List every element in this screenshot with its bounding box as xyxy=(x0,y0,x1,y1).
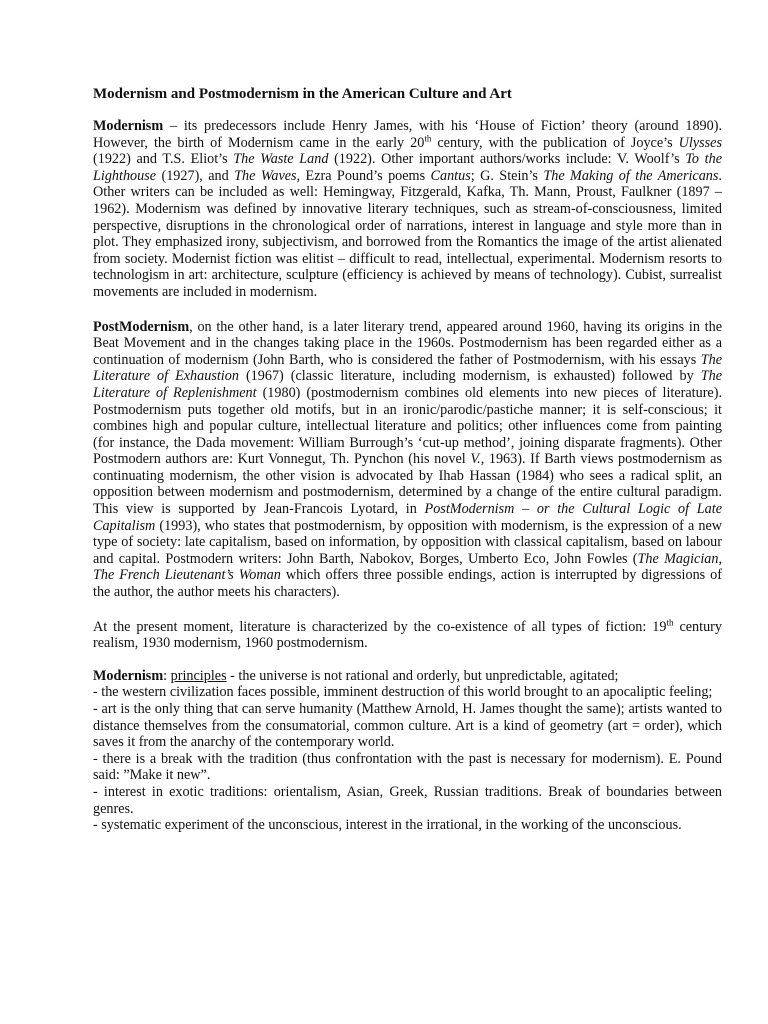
term-postmodernism: PostModernism xyxy=(93,318,190,335)
principles-heading-line: Modernism: principles - the universe is not rational and orderly, but unpredictable, agitated; xyxy=(93,667,619,684)
work-title: The Waves xyxy=(234,167,297,184)
work-title: PostModernism – or the Cultural Logic of Late Capitalism xyxy=(93,501,722,534)
work-title: To the Lighthouse xyxy=(93,151,723,184)
work-title: Ulysses xyxy=(678,134,722,151)
paragraph-postmodernism: PostModernism, on the other hand, is a later literary trend, appeared around 1960, having its origins in the Beat Movement and in the changes taking place in the 1960s. Postmodernism has been regarded either as a continuation of modernism (John Barth, who is considered the father of Postmodernism, with his essays The Literature of Exhaustion (1967) (classic literature, including modernism, is exhausted) followed by The Literature of Replenishment (1980) (postmodernism combines old elements into new pieces of literature). Postmodernism puts together old motifs, but in an ironic/parodic/pastiche manner; it is self-conscious; it combines high and popular culture, intellectual literature and politics; other influences come from painting (for instance, the Dada movement: William Burrough’s ‘cut-up method’, joining disparate fragments). Other Postmodern authors are: Kurt Vonnegut, Th. Pynchon (his novel V., 1963). If Barth views postmodernism as continuating modernism, the other vision is advocated by Ihab Hassan (1984) who sees a radical split, an opposition between modernism and postmodernism, determined by a change of the entire cultural paradigm. This view is supported by Jean-Francois Lyotard, in PostModernism – or the Cultural Logic of Late Capitalism (1993), who states that postmodernism, by opposition with modernism, is the expression of a new type of society: late capitalism, based on information, by opposition with classical capitalism, based on labour and capital. Postmodern writers: John Barth, Nabokov, Borges, Umberto Eco, John Fowles (The Magician, The French Lieutenant’s Woman which offers three possible endings, action is interrupted by digressions of the author, the author meets his characters). xyxy=(93,318,723,601)
paragraph-present-moment: At the present moment, literature is characterized by the co-existence of all types of fiction: 19th century realism, 1930 modernism, 1960 postmodernism. xyxy=(93,616,722,652)
work-title: Cantus xyxy=(430,167,471,184)
document-title: Modernism and Postmodernism in the American Culture and Art xyxy=(93,86,512,102)
list-item: - systematic experiment of the unconscious, interest in the irrational, in the working of the unconscious. xyxy=(93,817,682,834)
work-title: The Magician, The French Lieutenant’s Woman xyxy=(93,550,723,584)
modernism-principles xyxy=(93,668,722,834)
work-title: The Literature of Replenishment xyxy=(93,368,722,401)
list-item: - there is a break with the tradition (thus confrontation with the past is necessary for modernism). E. Pound said: ”Make it new”. xyxy=(93,750,722,784)
list-item: - interest in exotic traditions: orientalism, Asian, Greek, Russian traditions. Break of boundaries between genres. xyxy=(93,783,722,817)
principles-label: principles xyxy=(170,667,227,684)
work-title: V. xyxy=(470,451,481,468)
work-title: The Making of the Americans xyxy=(543,167,719,184)
term-modernism: Modernism xyxy=(93,667,164,684)
list-item: - the western civilization faces possible, imminent destruction of this world brought to an apocaliptic feeling; xyxy=(93,684,713,701)
term-modernism: Modernism xyxy=(93,118,164,134)
work-title: The Waste Land xyxy=(233,151,329,168)
work-title: The Literature of Exhaustion xyxy=(93,351,722,385)
paragraph-modernism-intro: Modernism – its predecessors include Henry James, with his ‘House of Fiction’ theory (around 1890). However, the birth of Modernism came in the early 20th century, with the publication of Joyce’s Ulysses (1922) and T.S. Eliot’s The Waste Land (1922). Other important authors/works include: V. Woolf’s To the Lighthouse (1927), and The Waves, Ezra Pound’s poems Cantus; G. Stein’s The Making of the Americans. Other writers can be included as well: Hemingway, Fitzgerald, Kafka, Th. Mann, Proust, Faulkner (1897 – 1962). Modernism was defined by innovative literary techniques, such as stream-of-consciousness, limited perspective, disruptions in the chronological order of narrations, interest in language and style more than in plot. They emphasized irony, subjectivism, and borrowed from the Romantics the image of the artist alienated from society. Modernist fiction was elitist – difficult to read, intellectual, experimental. Modernism resorts to technologism in art: architecture, sculpture (efficiency is achieved by means of technology). Cubist, surrealist movements are included in modernism. xyxy=(93,118,723,300)
list-item: - art is the only thing that can serve humanity (Matthew Arnold, H. James thought the same); artists wanted to distance themselves from the consumatorial, common culture. Art is a kind of geometry (art = order), which saves it from the anarchy of the contemporary world. xyxy=(93,701,722,751)
